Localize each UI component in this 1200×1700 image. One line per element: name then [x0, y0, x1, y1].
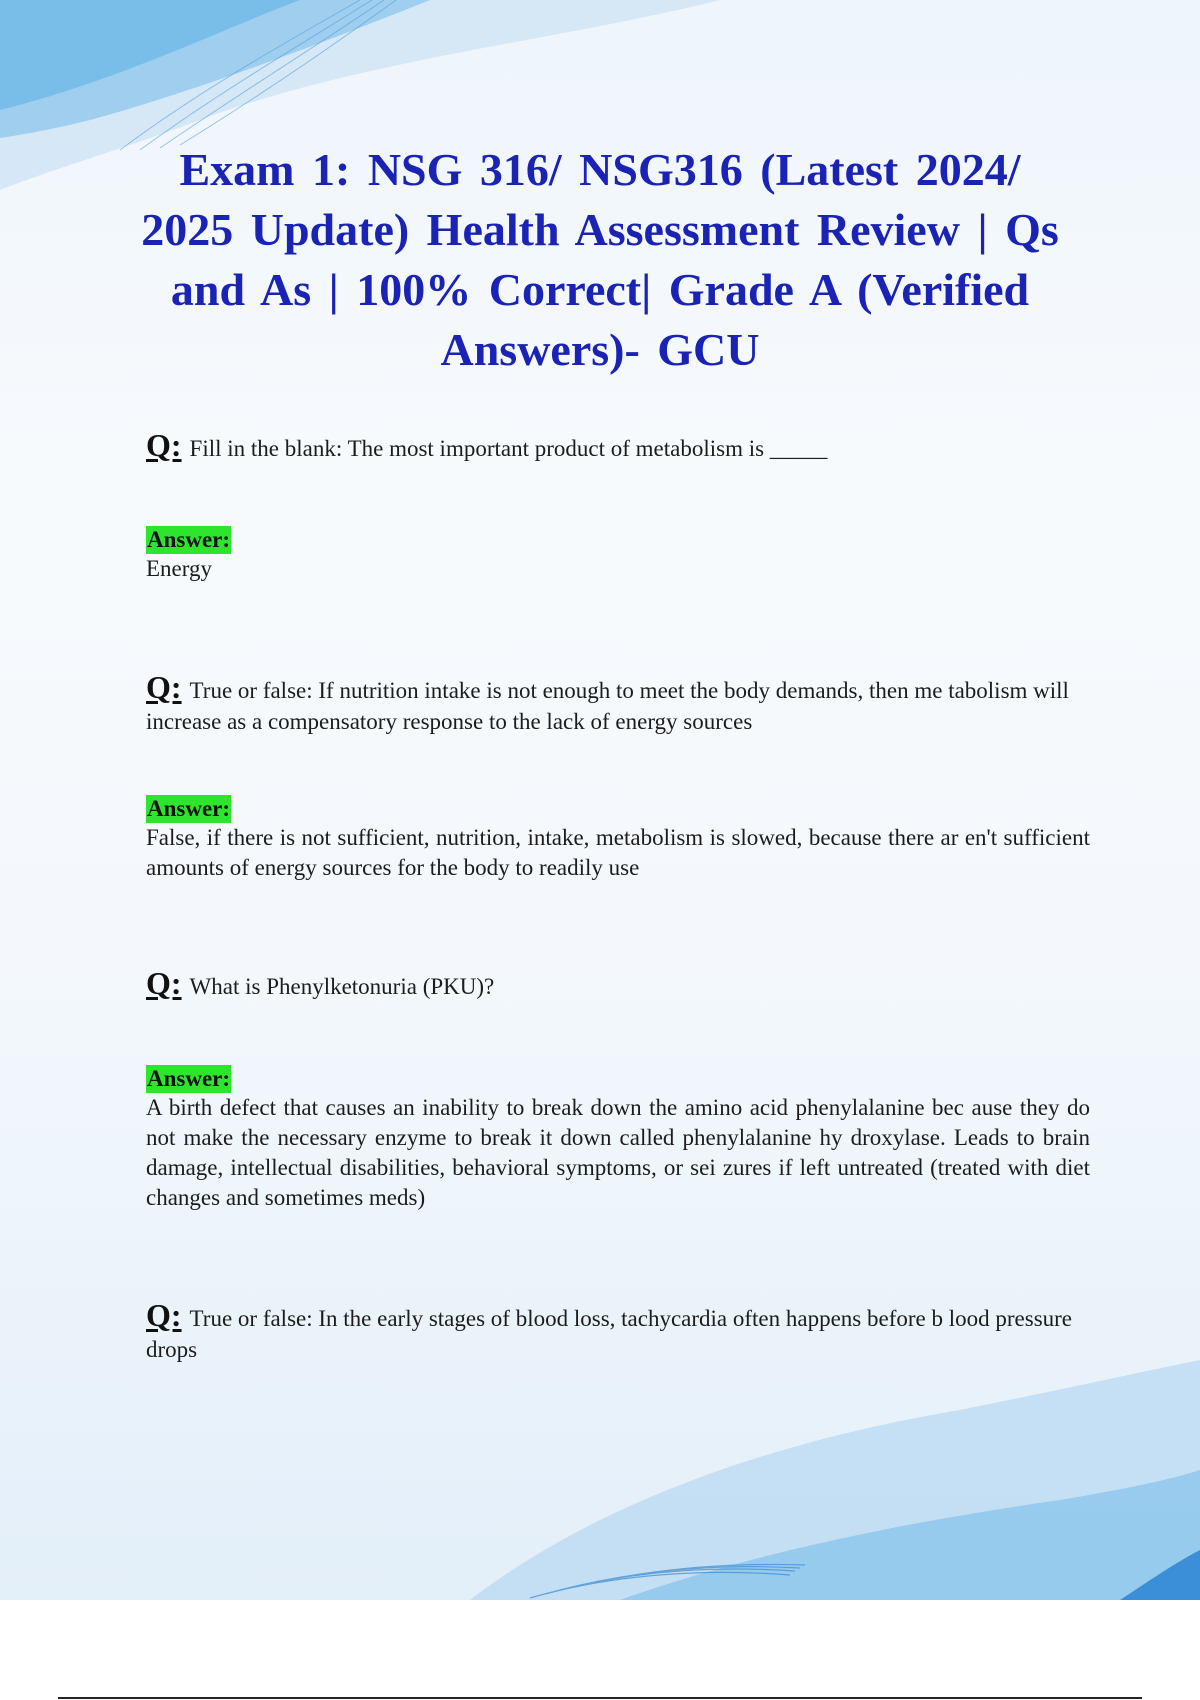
answer-label: Answer: — [147, 527, 231, 552]
qa-item-3 — [146, 965, 1090, 1002]
question-label: Q: — [146, 427, 182, 463]
document-title: Exam 1: NSG 316/ NSG316 (Latest 2024/ 2025 Update) Health Assessment Review | Qs and As | 100% Correct| Grade A (Verified Answers)- GCU — [141, 144, 1059, 375]
question-text: What is Phenylketonuria (PKU)? — [189, 974, 495, 999]
answer-2 — [146, 795, 1090, 883]
qa-item-2 — [146, 669, 1090, 737]
question-2 — [146, 669, 1090, 737]
question-3 — [146, 965, 1090, 1002]
question-label: Q: — [146, 965, 182, 1001]
qa-item-1 — [146, 427, 1090, 464]
answer-label: Answer: — [147, 796, 231, 821]
answer-3 — [146, 1065, 1090, 1213]
question-text: True or false: If nutrition intake is not enough to meet the body demands, then me tabolism will increase as a compensatory response to the lack of energy sources — [146, 678, 1069, 734]
qa-item-4 — [146, 1297, 1090, 1365]
answer-text: Energy — [146, 556, 213, 581]
question-text: Fill in the blank: The most important product of metabolism is _____ — [189, 436, 828, 461]
footer-divider — [58, 1697, 1142, 1699]
question-label: Q: — [146, 669, 182, 705]
question-text: True or false: In the early stages of blood loss, tachycardia often happens before b lood pressure drops — [146, 1306, 1073, 1362]
answer-label: Answer: — [147, 1066, 231, 1091]
question-1 — [146, 427, 1090, 464]
answer-text: False, if there is not sufficient, nutrition, intake, metabolism is slowed, because there ar en't sufficient amounts of energy sources for the body to readily use — [146, 825, 1090, 880]
question-4 — [146, 1297, 1090, 1365]
question-label: Q: — [146, 1297, 182, 1333]
answer-text: A birth defect that causes an inability to break down the amino acid phenylalanine bec ause they do not make the necessary enzyme to break it down called phenylalanine hy droxylase. Leads to brain damage, intellectual disabilities, behavioral symptoms, or sei zures if left untreated (treated with diet changes and sometimes meds) — [146, 1095, 1090, 1210]
answer-1 — [146, 526, 1090, 584]
